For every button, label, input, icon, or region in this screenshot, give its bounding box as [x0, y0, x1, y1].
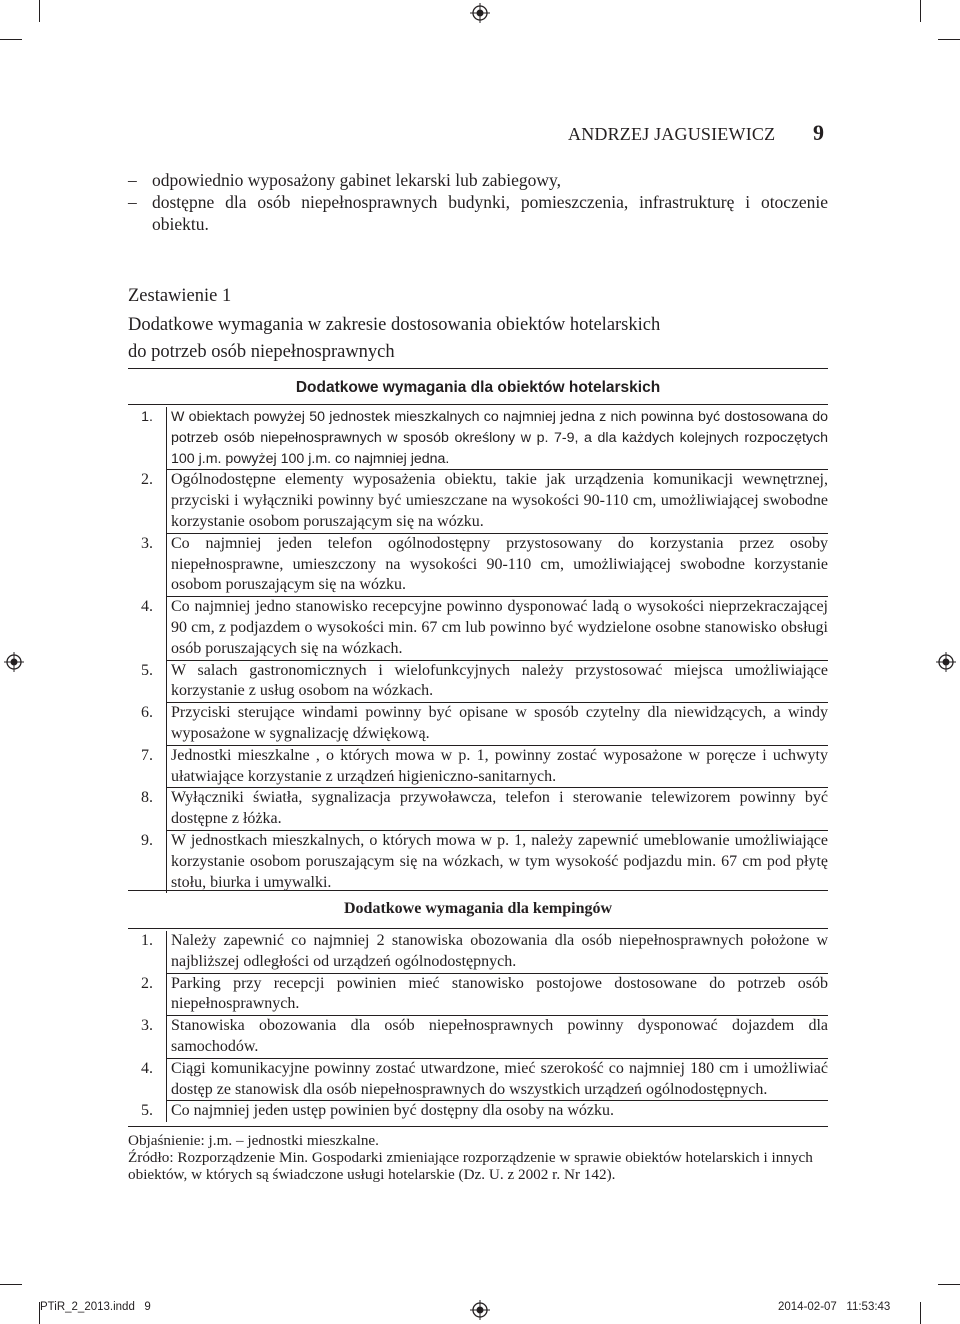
table-row — [128, 703, 828, 746]
registration-mark-icon — [470, 1300, 490, 1320]
table-top-rule — [128, 368, 828, 369]
row-text: Parking przy recepcji powinien mieć stanowisko postojowe dostosowane do potrzeb osób niepełnosprawnych. — [166, 974, 828, 1017]
row-text: Przyciski sterujące windami powinny być opisane w sposób czytelny dla niewidzących, a windy wyposażone w sygnalizację dźwiękową. — [166, 703, 828, 746]
crop-mark-icon — [0, 1284, 22, 1285]
table-row — [128, 661, 828, 704]
crop-mark-icon — [0, 39, 22, 40]
source-note: Źródło: Rozporządzenie Min. Gospodarki zmieniające rozporządzenie w sprawie obiektów hotelarskich i innych obiektów, w których są świadczone usługi hotelarskie (Dz. U. z 2002 r. Nr 142). — [128, 1149, 813, 1183]
row-number: 1. — [141, 932, 153, 949]
table-row — [128, 974, 828, 1017]
table-row — [128, 931, 828, 974]
row-number: 5. — [141, 1102, 153, 1120]
table-row — [128, 470, 828, 533]
hotel-requirements-table — [128, 407, 828, 893]
table-row — [128, 597, 828, 660]
row-number: 7. — [141, 746, 153, 764]
explanation-note: Objaśnienie: j.m. – jednostki mieszkalne. — [128, 1132, 379, 1149]
dash-bullet: – — [128, 192, 137, 212]
row-number: 2. — [141, 471, 153, 489]
table-caption-line: do potrzeb osób niepełnosprawnych — [128, 342, 395, 362]
row-number: 4. — [141, 598, 153, 616]
dash-bullet: – — [128, 170, 137, 190]
section-rule — [128, 928, 828, 929]
row-text: Wyłączniki światła, sygnalizacja przywoławcza, telefon i sterowanie telewizorem powinny być dostępne z łóżka. — [166, 788, 828, 831]
row-text: Co najmniej jeden ustęp powinien być dostępny dla osoby na wózku. — [166, 1101, 828, 1122]
page-number: 9 — [813, 120, 824, 145]
row-number: 4. — [141, 1059, 153, 1077]
print-slug-file: PTiR_2_2013.indd 9 — [40, 1301, 151, 1313]
row-text: Ogólnodostępne elementy wyposażenia obiektu, takie jak urządzenia komunikacji wewnętrznej, przyciski i wyłączniki powinny być umieszczane na wysokości 90-110 cm, umożliwiającej swobodne korzystanie osobom poruszającym się na wózku. — [166, 470, 828, 533]
crop-mark-icon — [920, 0, 921, 22]
row-number: 2. — [141, 974, 153, 992]
print-slug-timestamp: 2014-02-07 11:53:43 — [778, 1301, 891, 1313]
row-text: W salach gastronomicznych i wielofunkcyjnych należy przystosować miejsca umożliwiające korzystanie z usług osobom na wózkach. — [166, 661, 828, 704]
table-row — [128, 534, 828, 597]
row-number: 8. — [141, 789, 153, 807]
row-number: 5. — [141, 661, 153, 679]
list-item — [128, 169, 828, 191]
table-bottom-rule — [128, 1126, 828, 1127]
row-number: 3. — [141, 534, 153, 552]
table-row — [128, 1101, 828, 1122]
row-text: Ciągi komunikacyjne powinny zostać utwardzone, mieć szerokość co najmniej 180 cm i umożliwiać dostęp ze stanowisk dla osób niepełnosprawnych do wszystkich urządzeń ogólnodostępnych. — [166, 1059, 828, 1102]
row-text: Należy zapewnić co najmniej 2 stanowiska obozowania dla osób niepełnosprawnych położone w najbliższej odległości od urządzeń ogólnodostępnych. — [166, 931, 828, 974]
registration-mark-icon — [936, 652, 956, 672]
section-heading-hotels: Dodatkowe wymagania dla obiektów hotelarskich — [295, 379, 661, 396]
table-title — [128, 282, 828, 367]
row-text: Jednostki mieszkalne , o których mowa w p. 1, powinny zostać wyposażone w poręcze i uchwyty ułatwiające korzystanie z urządzeń higieniczno-sanitarnych. — [166, 746, 828, 789]
table-row — [128, 788, 828, 831]
list-item-text: dostępne dla osób niepełnosprawnych budynki, pomieszczenia, infrastrukturę i otoczenie obiektu. — [152, 192, 828, 234]
row-text: W jednostkach mieszkalnych, o których mowa w p. 1, należy zapewnić umeblowanie umożliwiające korzystanie osobom poruszającym się na wózkach, w tym wysokość podjazdu min. 67 cm pod płytę stołu, biurka i umywalki. — [166, 831, 828, 893]
crop-mark-icon — [938, 39, 960, 40]
table-row — [128, 407, 828, 470]
intro-list — [128, 169, 828, 235]
row-text: Co najmniej jedno stanowisko recepcyjne powinno dysponować ladą o wysokości nieprzekraczającej 90 cm, z podjazdem o wysokości min. 67 cm lub powinno być wydzielone osobne stanowisko obsługi osób poruszających się na wózkach. — [166, 597, 828, 660]
list-item-text: odpowiednio wyposażony gabinet lekarski lub zabiegowy, — [152, 170, 562, 190]
table-row — [128, 1016, 828, 1059]
table-notes — [128, 1132, 830, 1183]
table-row — [128, 1059, 828, 1102]
row-text: Co najmniej jeden telefon ogólnodostępny przystosowany do korzystania przez osoby niepełnosprawne, umieszczony na wysokości 90-110 cm, umożliwiającej swobodne korzystanie osobom poruszającym się na wózku. — [166, 534, 828, 597]
registration-mark-icon — [4, 652, 24, 672]
row-number: 3. — [141, 1017, 153, 1035]
row-text: W obiektach powyżej 50 jednostek mieszkalnych co najmniej jedna z nich powinna być dostosowana do potrzeb osób niepełnosprawnych w sposób określony w p. 7-9, a dla każdych kolejnych rozpoczętych 100 j.m. powyżej 100 j.m. co najmniej jedna. — [166, 407, 828, 470]
crop-mark-icon — [920, 1302, 921, 1324]
row-number: 6. — [141, 704, 153, 722]
table-row — [128, 831, 828, 893]
section-rule — [128, 404, 828, 405]
row-text: Stanowiska obozowania dla osób niepełnosprawnych powinny dysponować dojazdem dla samochodów. — [166, 1016, 828, 1059]
registration-mark-icon — [470, 3, 490, 23]
list-item — [128, 191, 828, 235]
crop-mark-icon — [39, 0, 40, 22]
crop-mark-icon — [938, 1284, 960, 1285]
running-header-author: ANDRZEJ JAGUSIEWICZ — [568, 124, 776, 144]
table-caption-line: Dodatkowe wymagania w zakresie dostosowania obiektów hotelarskich — [128, 315, 661, 335]
section-heading-camping: Dodatkowe wymagania dla kempingów — [343, 900, 613, 917]
section-rule — [128, 890, 828, 891]
row-number: 9. — [141, 831, 153, 849]
table-row — [128, 746, 828, 789]
table-label: Zestawienie 1 — [128, 286, 232, 306]
row-number: 1. — [141, 409, 153, 425]
camping-requirements-table — [128, 931, 828, 1122]
